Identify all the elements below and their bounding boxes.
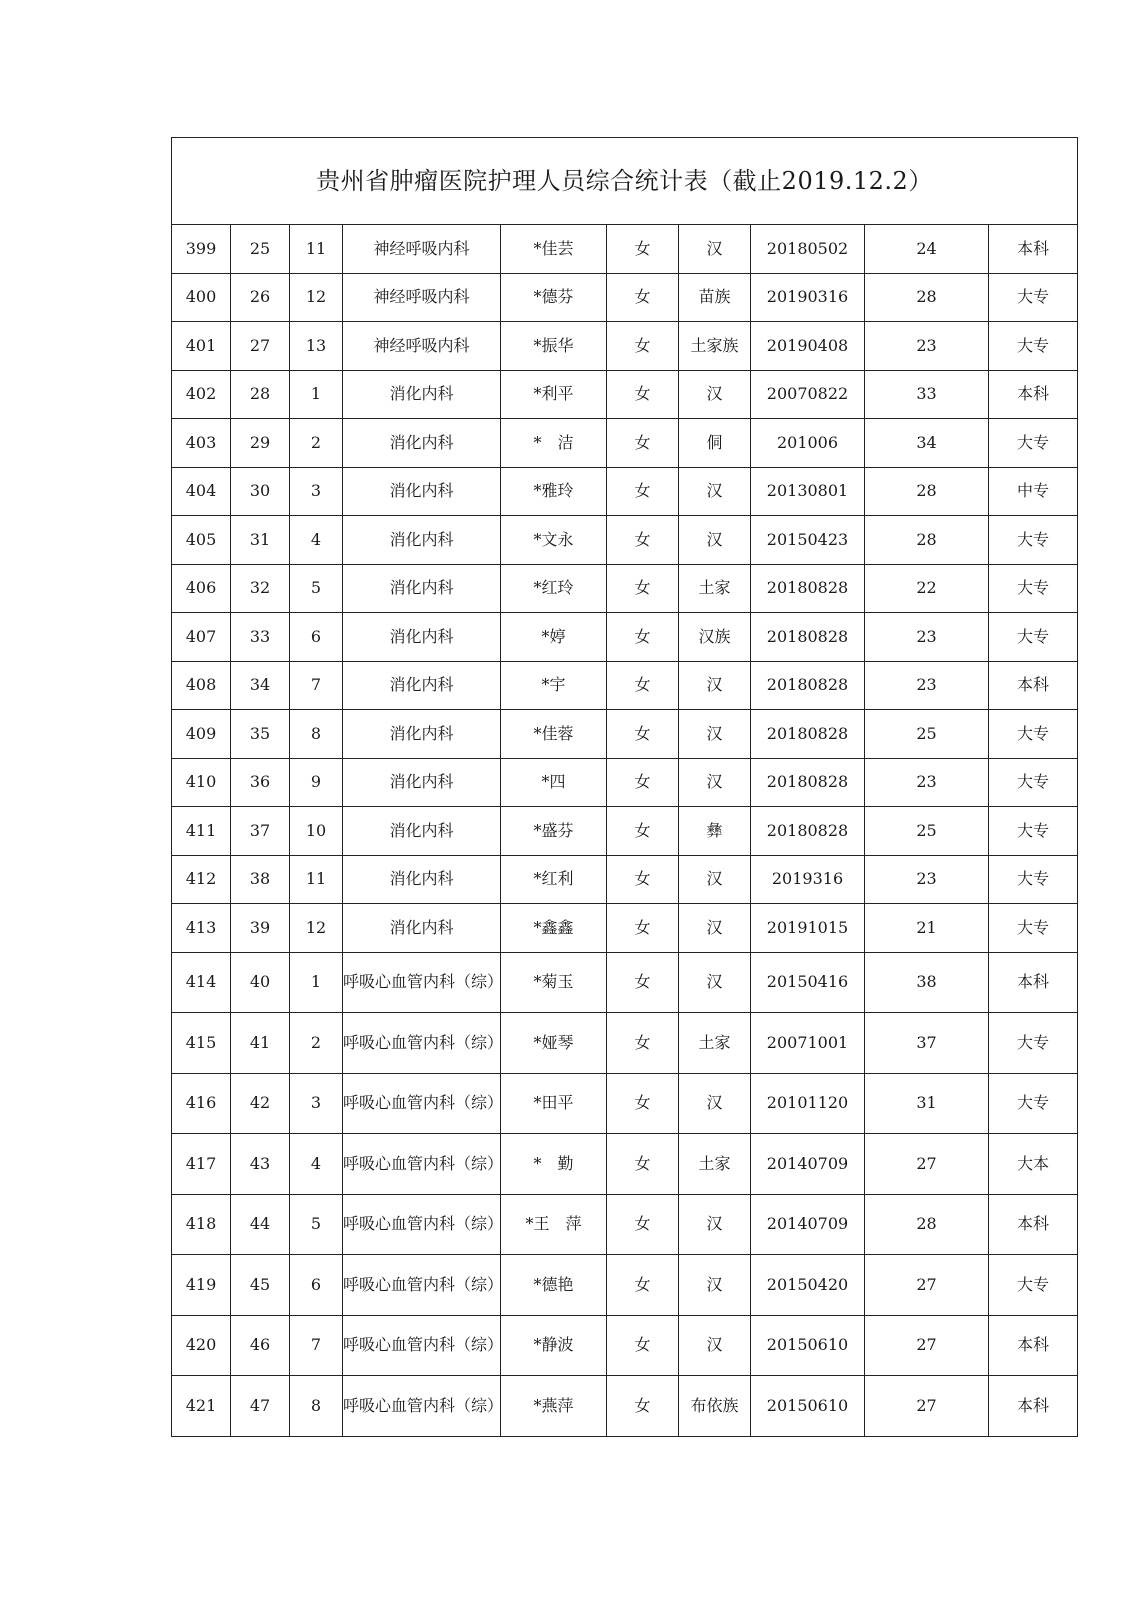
cell-education: 本科	[989, 1376, 1078, 1437]
cell-serial: 409	[172, 710, 231, 759]
table-title: 贵州省肿瘤医院护理人员综合统计表（截止2019.12.2）	[172, 138, 1078, 225]
cell-start-date: 20140709	[751, 1134, 865, 1195]
table-row	[172, 710, 1078, 759]
cell-department: 呼吸心血管内科（综）	[343, 1315, 501, 1376]
cell-education: 大专	[989, 322, 1078, 371]
cell-age: 33	[865, 370, 989, 419]
table-row	[172, 807, 1078, 856]
cell-ethnicity: 彝	[679, 807, 751, 856]
cell-age: 25	[865, 710, 989, 759]
cell-sub-serial: 39	[231, 904, 290, 953]
cell-sex: 女	[607, 1194, 679, 1255]
table-row	[172, 904, 1078, 953]
cell-serial: 405	[172, 516, 231, 565]
cell-name: *德艳	[501, 1255, 607, 1316]
cell-sub-serial: 25	[231, 225, 290, 274]
cell-serial: 414	[172, 952, 231, 1013]
cell-department: 呼吸心血管内科（综）	[343, 952, 501, 1013]
table-row	[172, 419, 1078, 468]
cell-ethnicity: 汉	[679, 855, 751, 904]
cell-dept-seq: 9	[290, 758, 343, 807]
cell-department: 呼吸心血管内科（综）	[343, 1376, 501, 1437]
cell-sub-serial: 43	[231, 1134, 290, 1195]
cell-start-date: 20150423	[751, 516, 865, 565]
cell-name: *娅琴	[501, 1013, 607, 1074]
cell-sex: 女	[607, 225, 679, 274]
cell-sub-serial: 38	[231, 855, 290, 904]
cell-ethnicity: 苗族	[679, 273, 751, 322]
cell-sex: 女	[607, 855, 679, 904]
cell-sub-serial: 36	[231, 758, 290, 807]
cell-age: 27	[865, 1134, 989, 1195]
cell-education: 中专	[989, 467, 1078, 516]
cell-sub-serial: 31	[231, 516, 290, 565]
cell-ethnicity: 汉	[679, 904, 751, 953]
cell-age: 21	[865, 904, 989, 953]
table-row	[172, 564, 1078, 613]
cell-name: *雅玲	[501, 467, 607, 516]
cell-dept-seq: 7	[290, 1315, 343, 1376]
cell-sex: 女	[607, 370, 679, 419]
cell-education: 本科	[989, 225, 1078, 274]
cell-ethnicity: 汉	[679, 758, 751, 807]
cell-dept-seq: 1	[290, 952, 343, 1013]
cell-age: 34	[865, 419, 989, 468]
cell-sub-serial: 26	[231, 273, 290, 322]
cell-sub-serial: 41	[231, 1013, 290, 1074]
cell-education: 大专	[989, 855, 1078, 904]
cell-department: 神经呼吸内科	[343, 273, 501, 322]
cell-dept-seq: 4	[290, 1134, 343, 1195]
cell-sub-serial: 45	[231, 1255, 290, 1316]
cell-sex: 女	[607, 710, 679, 759]
cell-ethnicity: 土家族	[679, 322, 751, 371]
cell-serial: 415	[172, 1013, 231, 1074]
cell-sub-serial: 46	[231, 1315, 290, 1376]
table-row	[172, 1013, 1078, 1074]
cell-sex: 女	[607, 661, 679, 710]
cell-sex: 女	[607, 467, 679, 516]
cell-sex: 女	[607, 807, 679, 856]
cell-department: 消化内科	[343, 613, 501, 662]
cell-education: 本科	[989, 952, 1078, 1013]
cell-department: 呼吸心血管内科（综）	[343, 1013, 501, 1074]
cell-ethnicity: 汉	[679, 370, 751, 419]
cell-education: 大本	[989, 1134, 1078, 1195]
cell-ethnicity: 汉	[679, 1073, 751, 1134]
cell-age: 22	[865, 564, 989, 613]
table-row	[172, 322, 1078, 371]
cell-ethnicity: 土家	[679, 564, 751, 613]
cell-serial: 406	[172, 564, 231, 613]
cell-dept-seq: 11	[290, 225, 343, 274]
cell-sex: 女	[607, 564, 679, 613]
cell-age: 25	[865, 807, 989, 856]
cell-age: 28	[865, 467, 989, 516]
cell-education: 本科	[989, 370, 1078, 419]
cell-education: 大专	[989, 1255, 1078, 1316]
cell-ethnicity: 汉	[679, 1194, 751, 1255]
cell-dept-seq: 6	[290, 1255, 343, 1316]
cell-name: *鑫鑫	[501, 904, 607, 953]
cell-ethnicity: 汉	[679, 1315, 751, 1376]
cell-name: *四	[501, 758, 607, 807]
cell-education: 大专	[989, 273, 1078, 322]
cell-start-date: 20180502	[751, 225, 865, 274]
cell-start-date: 20180828	[751, 661, 865, 710]
cell-sub-serial: 44	[231, 1194, 290, 1255]
table-row	[172, 855, 1078, 904]
cell-department: 消化内科	[343, 419, 501, 468]
cell-start-date: 20150420	[751, 1255, 865, 1316]
cell-age: 24	[865, 225, 989, 274]
cell-department: 消化内科	[343, 710, 501, 759]
table-row	[172, 225, 1078, 274]
cell-department: 消化内科	[343, 855, 501, 904]
cell-ethnicity: 布依族	[679, 1376, 751, 1437]
cell-age: 28	[865, 1194, 989, 1255]
cell-education: 大专	[989, 758, 1078, 807]
cell-sex: 女	[607, 516, 679, 565]
cell-dept-seq: 3	[290, 1073, 343, 1134]
cell-dept-seq: 4	[290, 516, 343, 565]
cell-ethnicity: 汉	[679, 1255, 751, 1316]
table-row	[172, 661, 1078, 710]
cell-dept-seq: 2	[290, 419, 343, 468]
table-row	[172, 1134, 1078, 1195]
cell-department: 呼吸心血管内科（综）	[343, 1073, 501, 1134]
cell-name: *佳蓉	[501, 710, 607, 759]
cell-age: 28	[865, 273, 989, 322]
cell-sex: 女	[607, 1013, 679, 1074]
cell-sex: 女	[607, 419, 679, 468]
cell-education: 大专	[989, 564, 1078, 613]
cell-department: 呼吸心血管内科（综）	[343, 1134, 501, 1195]
table-row	[172, 952, 1078, 1013]
cell-age: 31	[865, 1073, 989, 1134]
cell-department: 神经呼吸内科	[343, 322, 501, 371]
cell-ethnicity: 侗	[679, 419, 751, 468]
cell-dept-seq: 13	[290, 322, 343, 371]
cell-name: *佳芸	[501, 225, 607, 274]
cell-dept-seq: 7	[290, 661, 343, 710]
cell-start-date: 20180828	[751, 758, 865, 807]
cell-serial: 417	[172, 1134, 231, 1195]
cell-name: *利平	[501, 370, 607, 419]
cell-start-date: 20150416	[751, 952, 865, 1013]
cell-start-date: 20140709	[751, 1194, 865, 1255]
cell-name: *盛芬	[501, 807, 607, 856]
cell-start-date: 20180828	[751, 564, 865, 613]
cell-serial: 407	[172, 613, 231, 662]
cell-department: 消化内科	[343, 467, 501, 516]
cell-serial: 399	[172, 225, 231, 274]
cell-education: 大专	[989, 807, 1078, 856]
cell-education: 大专	[989, 710, 1078, 759]
cell-education: 大专	[989, 516, 1078, 565]
cell-department: 消化内科	[343, 516, 501, 565]
table-row	[172, 1315, 1078, 1376]
cell-education: 大专	[989, 613, 1078, 662]
cell-name: *文永	[501, 516, 607, 565]
cell-department: 呼吸心血管内科（综）	[343, 1194, 501, 1255]
cell-serial: 420	[172, 1315, 231, 1376]
cell-education: 大专	[989, 904, 1078, 953]
cell-department: 消化内科	[343, 904, 501, 953]
cell-age: 23	[865, 855, 989, 904]
table-row	[172, 1376, 1078, 1437]
cell-sex: 女	[607, 322, 679, 371]
cell-ethnicity: 汉	[679, 516, 751, 565]
cell-start-date: 20180828	[751, 613, 865, 662]
cell-age: 27	[865, 1376, 989, 1437]
cell-ethnicity: 土家	[679, 1013, 751, 1074]
cell-education: 大专	[989, 419, 1078, 468]
cell-serial: 410	[172, 758, 231, 807]
table-row	[172, 370, 1078, 419]
cell-serial: 402	[172, 370, 231, 419]
cell-education: 大专	[989, 1073, 1078, 1134]
cell-start-date: 20180828	[751, 710, 865, 759]
cell-sub-serial: 42	[231, 1073, 290, 1134]
cell-name: * 勤	[501, 1134, 607, 1195]
cell-dept-seq: 3	[290, 467, 343, 516]
cell-dept-seq: 12	[290, 273, 343, 322]
cell-sub-serial: 35	[231, 710, 290, 759]
cell-serial: 404	[172, 467, 231, 516]
cell-education: 本科	[989, 661, 1078, 710]
cell-dept-seq: 8	[290, 710, 343, 759]
cell-sex: 女	[607, 613, 679, 662]
cell-name: *田平	[501, 1073, 607, 1134]
table-row	[172, 758, 1078, 807]
cell-sex: 女	[607, 1376, 679, 1437]
cell-serial: 401	[172, 322, 231, 371]
table-row	[172, 467, 1078, 516]
cell-sub-serial: 34	[231, 661, 290, 710]
cell-serial: 419	[172, 1255, 231, 1316]
cell-age: 37	[865, 1013, 989, 1074]
cell-education: 本科	[989, 1315, 1078, 1376]
cell-sub-serial: 40	[231, 952, 290, 1013]
cell-sub-serial: 37	[231, 807, 290, 856]
cell-sub-serial: 32	[231, 564, 290, 613]
cell-name: *红玲	[501, 564, 607, 613]
nursing-staff-table	[171, 137, 1078, 1437]
cell-ethnicity: 土家	[679, 1134, 751, 1195]
table-row	[172, 516, 1078, 565]
cell-name: *静波	[501, 1315, 607, 1376]
cell-age: 23	[865, 758, 989, 807]
cell-department: 神经呼吸内科	[343, 225, 501, 274]
cell-sex: 女	[607, 1073, 679, 1134]
cell-start-date: 20130801	[751, 467, 865, 516]
cell-start-date: 20180828	[751, 807, 865, 856]
table-row	[172, 1194, 1078, 1255]
table-row	[172, 1073, 1078, 1134]
cell-name: *宇	[501, 661, 607, 710]
cell-education: 大专	[989, 1013, 1078, 1074]
cell-sex: 女	[607, 1255, 679, 1316]
cell-dept-seq: 5	[290, 564, 343, 613]
cell-name: *菊玉	[501, 952, 607, 1013]
cell-sex: 女	[607, 1315, 679, 1376]
cell-dept-seq: 10	[290, 807, 343, 856]
cell-sub-serial: 27	[231, 322, 290, 371]
cell-serial: 400	[172, 273, 231, 322]
cell-ethnicity: 汉	[679, 661, 751, 710]
cell-education: 本科	[989, 1194, 1078, 1255]
cell-serial: 403	[172, 419, 231, 468]
table-row	[172, 613, 1078, 662]
cell-ethnicity: 汉	[679, 710, 751, 759]
cell-start-date: 2019316	[751, 855, 865, 904]
cell-department: 消化内科	[343, 807, 501, 856]
title-row	[172, 138, 1078, 225]
cell-start-date: 20190316	[751, 273, 865, 322]
cell-ethnicity: 汉	[679, 225, 751, 274]
cell-serial: 412	[172, 855, 231, 904]
cell-start-date: 20071001	[751, 1013, 865, 1074]
cell-sex: 女	[607, 1134, 679, 1195]
cell-department: 消化内科	[343, 370, 501, 419]
cell-serial: 408	[172, 661, 231, 710]
cell-department: 呼吸心血管内科（综）	[343, 1255, 501, 1316]
cell-department: 消化内科	[343, 564, 501, 613]
cell-ethnicity: 汉	[679, 952, 751, 1013]
cell-sex: 女	[607, 952, 679, 1013]
cell-start-date: 201006	[751, 419, 865, 468]
cell-sub-serial: 30	[231, 467, 290, 516]
cell-age: 23	[865, 322, 989, 371]
cell-sex: 女	[607, 904, 679, 953]
cell-dept-seq: 2	[290, 1013, 343, 1074]
cell-start-date: 20150610	[751, 1315, 865, 1376]
table-row	[172, 1255, 1078, 1316]
cell-serial: 411	[172, 807, 231, 856]
cell-start-date: 20150610	[751, 1376, 865, 1437]
cell-sub-serial: 29	[231, 419, 290, 468]
cell-age: 23	[865, 613, 989, 662]
cell-name: *红利	[501, 855, 607, 904]
cell-department: 消化内科	[343, 661, 501, 710]
cell-name: *婷	[501, 613, 607, 662]
cell-ethnicity: 汉族	[679, 613, 751, 662]
table-row	[172, 273, 1078, 322]
cell-ethnicity: 汉	[679, 467, 751, 516]
cell-name: *王 萍	[501, 1194, 607, 1255]
cell-start-date: 20070822	[751, 370, 865, 419]
cell-start-date: 20101120	[751, 1073, 865, 1134]
cell-start-date: 20190408	[751, 322, 865, 371]
cell-dept-seq: 8	[290, 1376, 343, 1437]
statistics-sheet	[171, 137, 1077, 1437]
cell-name: *燕萍	[501, 1376, 607, 1437]
cell-sub-serial: 47	[231, 1376, 290, 1437]
cell-serial: 421	[172, 1376, 231, 1437]
cell-dept-seq: 11	[290, 855, 343, 904]
cell-age: 27	[865, 1315, 989, 1376]
cell-dept-seq: 1	[290, 370, 343, 419]
cell-age: 38	[865, 952, 989, 1013]
cell-age: 23	[865, 661, 989, 710]
cell-name: *振华	[501, 322, 607, 371]
cell-name: *德芬	[501, 273, 607, 322]
cell-sub-serial: 33	[231, 613, 290, 662]
cell-sub-serial: 28	[231, 370, 290, 419]
cell-serial: 416	[172, 1073, 231, 1134]
cell-serial: 413	[172, 904, 231, 953]
cell-start-date: 20191015	[751, 904, 865, 953]
cell-sex: 女	[607, 758, 679, 807]
cell-name: * 洁	[501, 419, 607, 468]
cell-department: 消化内科	[343, 758, 501, 807]
cell-age: 28	[865, 516, 989, 565]
cell-dept-seq: 5	[290, 1194, 343, 1255]
cell-dept-seq: 12	[290, 904, 343, 953]
cell-dept-seq: 6	[290, 613, 343, 662]
cell-serial: 418	[172, 1194, 231, 1255]
cell-age: 27	[865, 1255, 989, 1316]
cell-sex: 女	[607, 273, 679, 322]
